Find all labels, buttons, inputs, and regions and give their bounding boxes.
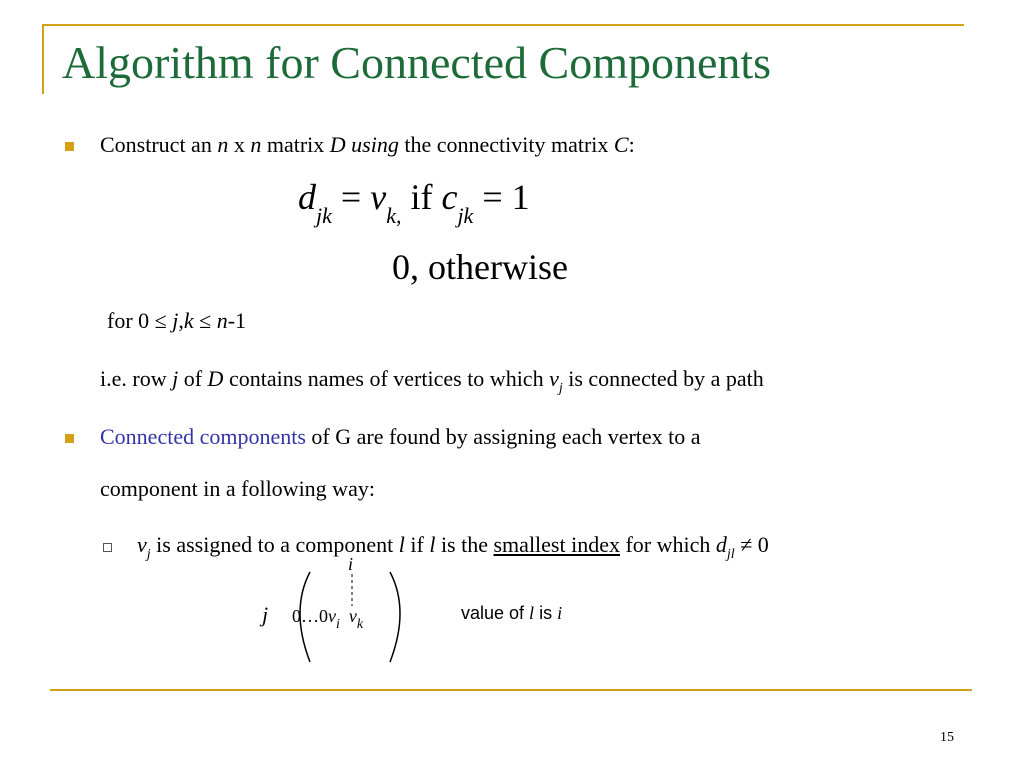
slide-title: Algorithm for Connected Components <box>62 37 772 88</box>
value-note: value of l is i <box>461 603 563 623</box>
highlight-term: Connected components <box>100 424 306 449</box>
equation-main: $d_{jk} = v_{k,}$ if $c_{jk} = 1$ <box>298 177 530 228</box>
matrix-row-content: $0\dots 0v_i$ $v_k$ <box>292 606 364 632</box>
right-bracket <box>390 572 400 662</box>
index-range: for 0 ≤ j,k ≤ n-1 <box>107 308 247 333</box>
sub-bullet-icon <box>103 543 112 552</box>
bullet-2-line2: component in a following way: <box>100 476 375 501</box>
left-rule <box>42 24 44 94</box>
bullet-square-icon <box>65 142 74 151</box>
equation-otherwise: 0, otherwise <box>392 247 568 287</box>
bullet-2-text: Connected components of G are found by assigning each vertex to a <box>100 424 701 449</box>
bottom-rule <box>50 689 972 691</box>
column-label: i <box>348 554 354 574</box>
page-number: 15 <box>940 730 954 745</box>
row-label: j <box>262 602 269 627</box>
explanation-line: i.e. row j of D contains names of vertices to which $v_j$ is connected by a path <box>100 366 764 396</box>
bullet-square-icon <box>65 434 74 443</box>
top-rule <box>42 24 964 26</box>
bullet-1-text: Construct an n x n matrix D using the connectivity matrix C: <box>100 132 635 157</box>
sub-bullet-text: $v_j$ is assigned to a component l if l is the smallest index for which $d_{jl} \ne 0$ <box>137 532 769 562</box>
